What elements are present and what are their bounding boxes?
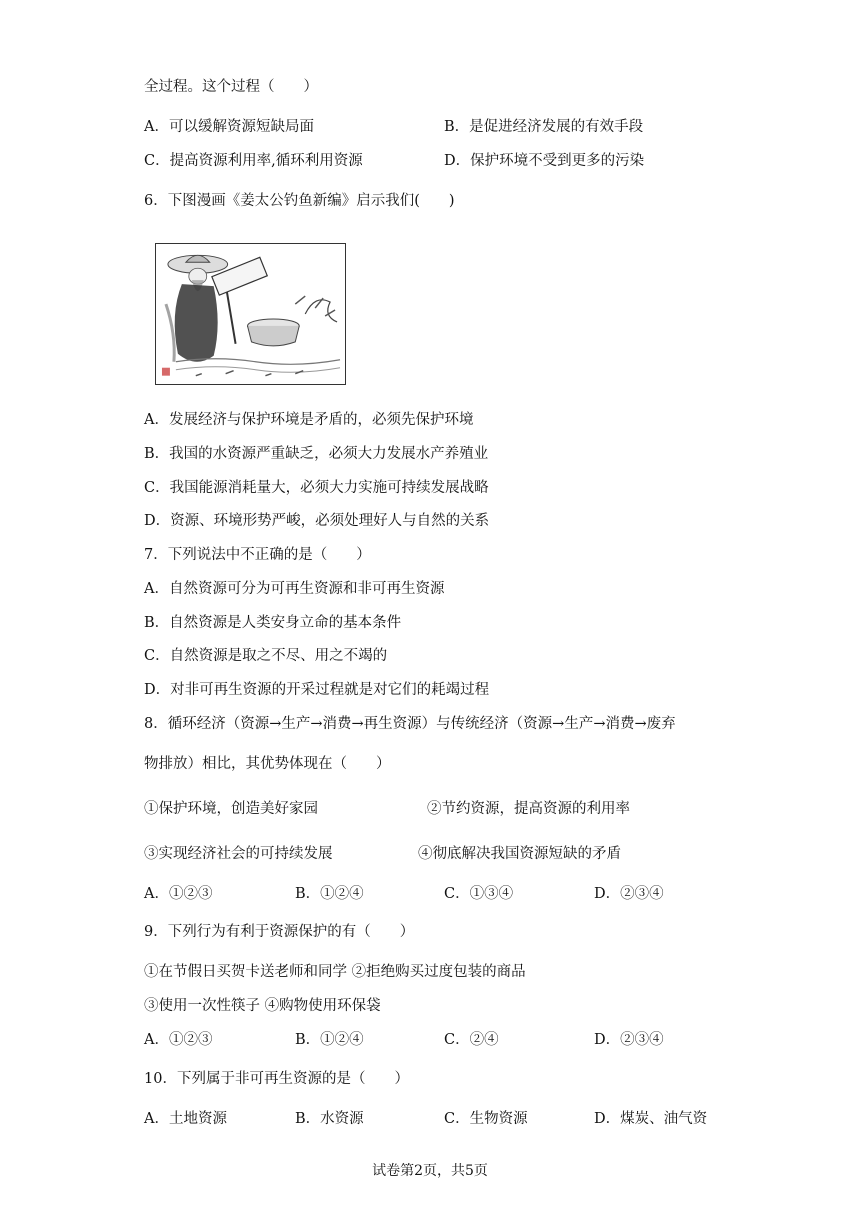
q9-option-c: C．②④ <box>444 1032 499 1048</box>
q7-option-c: C．自然资源是取之不尽、用之不竭的 <box>144 648 388 664</box>
q5-continuation: 全过程。这个过程（ ） <box>144 79 318 95</box>
q9-option-b: B．①②④ <box>295 1032 364 1048</box>
q5-option-a: A．可以缓解资源短缺局面 <box>144 119 314 135</box>
q8-option-c: C．①③④ <box>444 886 514 902</box>
q7-option-d: D．对非可再生资源的开采过程就是对它们的耗竭过程 <box>144 682 490 698</box>
fishing-cartoon-image <box>155 243 346 385</box>
q8-item-4: ④彻底解决我国资源短缺的矛盾 <box>418 846 621 862</box>
q8-item-3: ③实现经济社会的可持续发展 <box>144 846 333 862</box>
q10-option-c: C．生物资源 <box>444 1111 528 1127</box>
q10-option-b: B．水资源 <box>295 1111 364 1127</box>
q9-items-line2: ③使用一次性筷子 ④购物使用环保袋 <box>144 998 381 1014</box>
cartoon-illustration <box>156 244 345 384</box>
q7-stem: 7．下列说法中不正确的是（ ） <box>144 547 371 563</box>
q10-option-a: A．土地资源 <box>144 1111 227 1127</box>
q5-option-d: D．保护环境不受到更多的污染 <box>444 153 645 169</box>
q7-option-b: B．自然资源是人类安身立命的基本条件 <box>144 615 402 631</box>
q8-item-2: ②节约资源，提高资源的利用率 <box>427 801 630 817</box>
q8-option-b: B．①②④ <box>295 886 364 902</box>
q9-stem: 9．下列行为有利于资源保护的有（ ） <box>144 924 415 940</box>
q5-option-b: B．是促进经济发展的有效手段 <box>444 119 644 135</box>
q9-option-a: A．①②③ <box>144 1032 213 1048</box>
q6-option-a: A．发展经济与保护环境是矛盾的，必须先保护环境 <box>144 412 474 428</box>
q5-option-c: C．提高资源利用率,循环利用资源 <box>144 153 363 169</box>
q6-option-c: C．我国能源消耗量大，必须大力实施可持续发展战略 <box>144 480 489 496</box>
q6-stem: 6．下图漫画《姜太公钓鱼新编》启示我们( ) <box>144 193 455 209</box>
q8-item-1: ①保护环境，创造美好家园 <box>144 801 318 817</box>
q9-option-d: D．②③④ <box>594 1032 664 1048</box>
q7-option-a: A．自然资源可分为可再生资源和非可再生资源 <box>144 581 445 597</box>
q10-option-d: D．煤炭、油气资 <box>594 1111 708 1127</box>
q6-option-b: B．我国的水资源严重缺乏，必须大力发展水产养殖业 <box>144 446 489 462</box>
q9-items-line1: ①在节假日买贺卡送老师和同学 ②拒绝购买过度包装的商品 <box>144 964 526 980</box>
page-footer: 试卷第2页，共5页 <box>372 1163 488 1179</box>
q8-stem-line2: 物排放）相比，其优势体现在（ ） <box>144 756 391 772</box>
q8-option-d: D．②③④ <box>594 886 664 902</box>
q10-stem: 10．下列属于非可再生资源的是（ ） <box>144 1071 409 1087</box>
q8-stem-line1: 8．循环经济（资源→生产→消费→再生资源）与传统经济（资源→生产→消费→废弃 <box>144 716 676 732</box>
q6-option-d: D．资源、环境形势严峻，必须处理好人与自然的关系 <box>144 513 490 529</box>
q8-option-a: A．①②③ <box>144 886 213 902</box>
